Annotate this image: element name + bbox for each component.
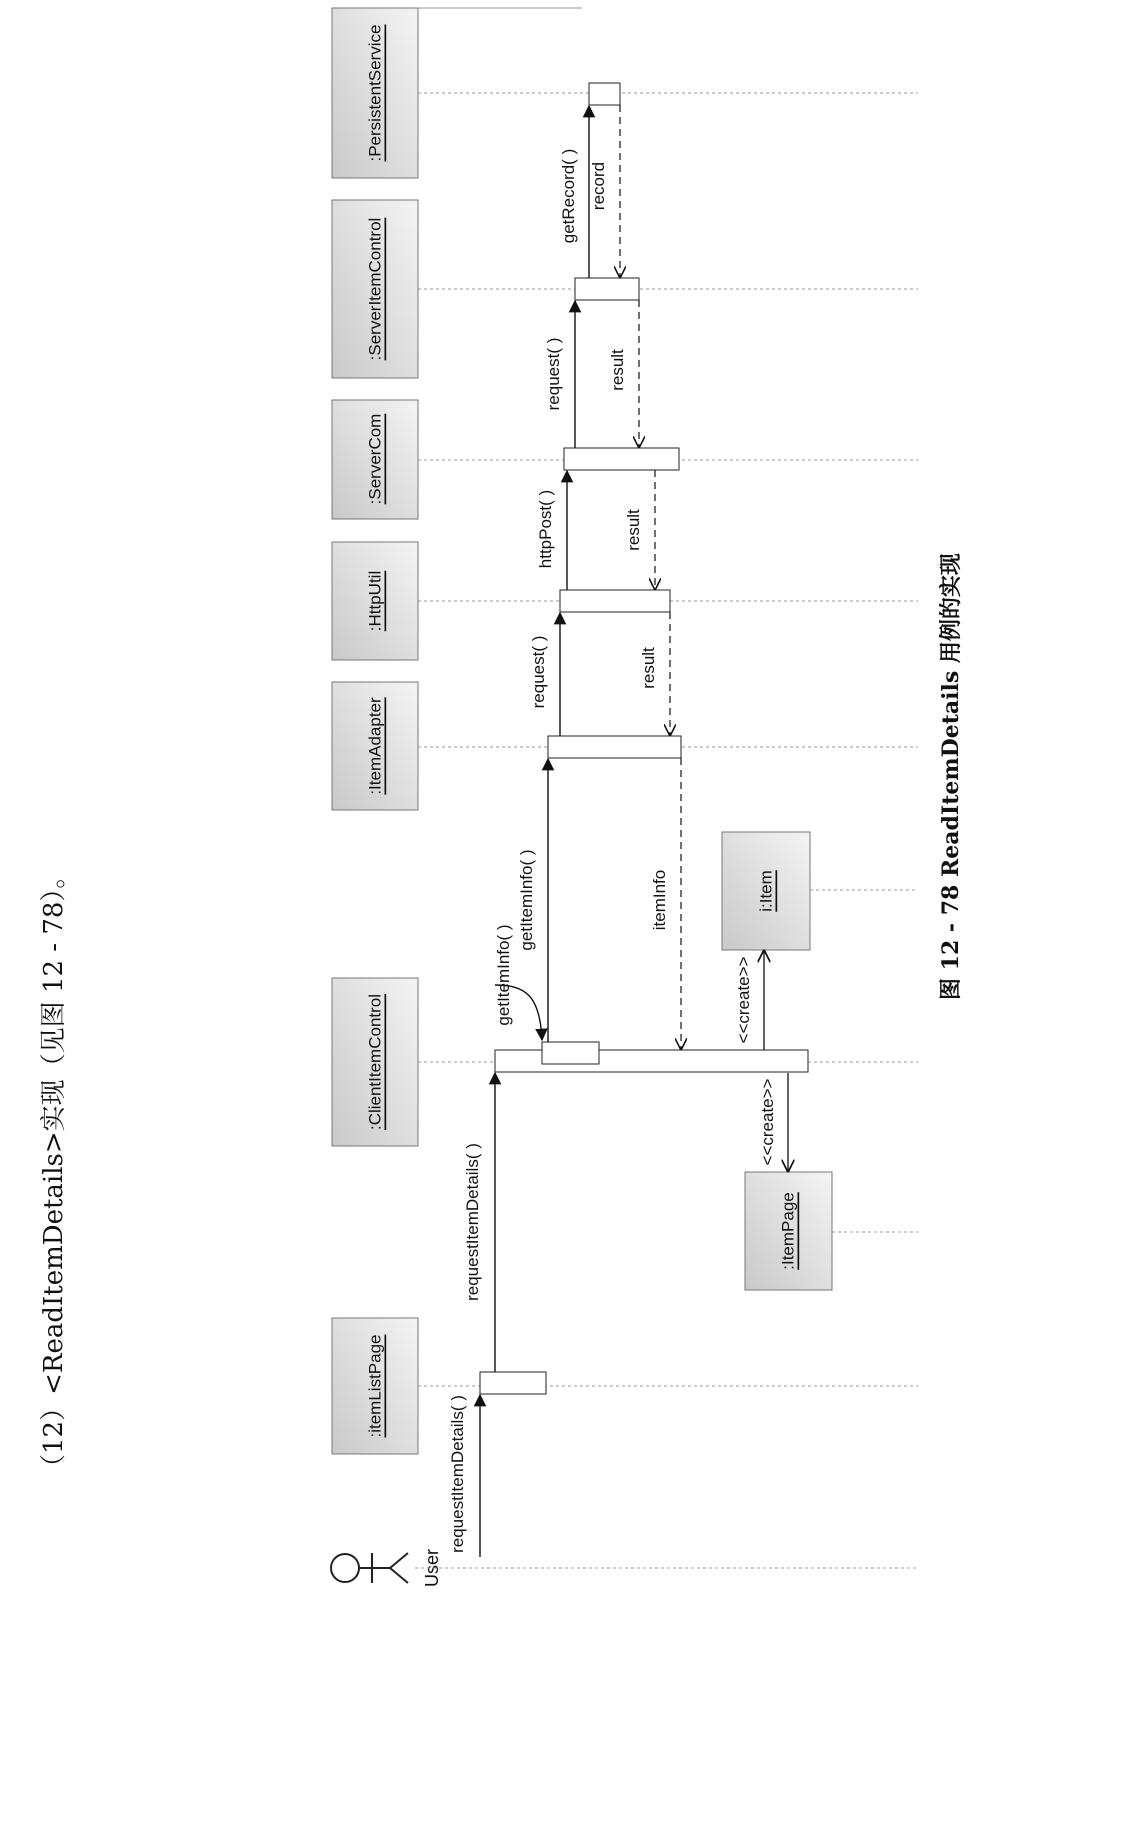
object-label: :PersistentService [365, 24, 385, 162]
page-heading: （12）<ReadItemDetails>实现（见图 12 - 78）。 [39, 862, 69, 1480]
lifelines [415, 93, 918, 1568]
message-label-m14: <<create>> [734, 956, 753, 1044]
message-label-m6: httpPost( ) [536, 489, 555, 569]
figure-caption: 图 12 - 78 ReadItemDetails 用例的实现 [938, 553, 964, 1000]
object-label: :ItemPage [778, 1192, 798, 1270]
object-servercom [332, 400, 418, 519]
object-label: :ServerCom [365, 413, 385, 505]
message-label-m12: result [639, 647, 658, 689]
object-itemlistpage [332, 1318, 418, 1454]
message-label-m7: request( ) [544, 337, 563, 411]
message-label-m11: result [624, 509, 643, 551]
object-label: :ServerItemControl [365, 217, 385, 361]
object-label: i:Item [756, 870, 776, 912]
activation-serveritemcontrol [575, 278, 639, 300]
object-httputil [332, 542, 418, 660]
activation-httputil [560, 590, 670, 612]
object-label: :itemListPage [365, 1334, 385, 1438]
message-label-m9: record [589, 161, 608, 211]
object-itempage [745, 1172, 832, 1290]
activation-clientitemcontrol-self [542, 1042, 599, 1064]
activation-itemlistpage [480, 1372, 546, 1394]
message-label-m3: getItemInfo( ) [494, 924, 513, 1026]
object-itemadapter [332, 682, 418, 810]
message-label-m4: getItemInfo( ) [517, 849, 536, 951]
object-persistentservice [332, 8, 418, 178]
object-serveritemcontrol [332, 200, 418, 378]
message-label-m1: requestItemDetails( ) [448, 1395, 467, 1553]
object-label: :HttpUtil [365, 570, 385, 632]
activation-servercom [564, 448, 679, 470]
message-label-m2: requestItemDetails( ) [463, 1143, 482, 1301]
call-messages [480, 106, 589, 1557]
object-clientitemcontrol [332, 978, 418, 1146]
message-label-m10: result [608, 349, 627, 391]
activation-persistentservice [589, 83, 620, 105]
message-label-m15: <<create>> [758, 1078, 777, 1166]
object-label: :ClientItemControl [365, 993, 385, 1131]
actor-label: User [422, 1548, 442, 1588]
actor-user [331, 1549, 442, 1587]
message-label-m5: request( ) [529, 635, 548, 709]
message-label-m8: getRecord( ) [559, 148, 578, 244]
object-label: :ItemAdapter [365, 697, 385, 795]
activation-itemadapter [548, 736, 681, 758]
message-label-m13: itemInfo [650, 869, 669, 931]
stick-figure-icon [331, 1553, 408, 1583]
object-iitem [722, 832, 810, 950]
